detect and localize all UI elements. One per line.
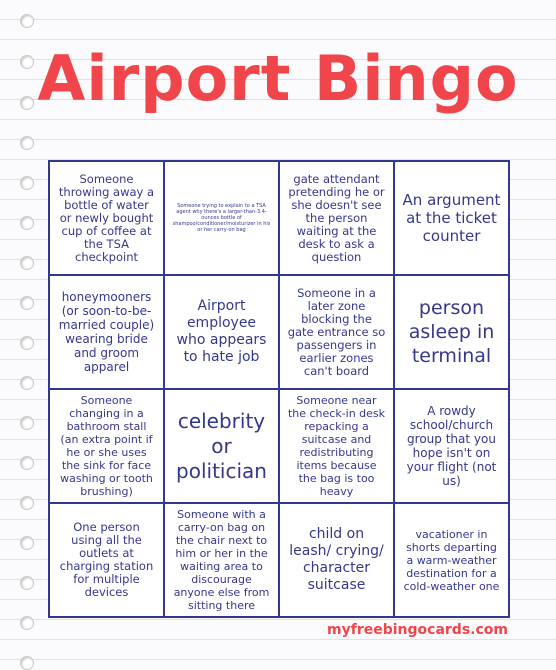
bingo-cell[interactable]: One person using all the outlets at charging station for multiple devices xyxy=(50,504,163,616)
binder-hole xyxy=(20,136,34,150)
bingo-cell[interactable]: child on leash/ crying/ character suitcase xyxy=(280,504,393,616)
bingo-cell[interactable]: person asleep in terminal xyxy=(395,276,508,388)
bingo-cell[interactable]: An argument at the ticket counter xyxy=(395,162,508,274)
binder-hole xyxy=(20,536,34,550)
binder-hole xyxy=(20,576,34,590)
bingo-cell[interactable]: celebrity or politician xyxy=(165,390,278,502)
site-credit: myfreebingocards.com xyxy=(327,622,508,638)
bingo-cell[interactable]: Someone near the check-in desk repacking a suitcase and redistributing items because the bag is too heavy xyxy=(280,390,393,502)
binder-hole xyxy=(20,336,34,350)
bingo-card xyxy=(48,160,510,618)
page-title: Airport Bingo xyxy=(37,42,519,115)
bingo-cell[interactable]: gate attendant pretending he or she doesn't see the person waiting at the desk to ask a question xyxy=(280,162,393,274)
binder-hole xyxy=(20,14,34,28)
binder-hole xyxy=(20,256,34,270)
bingo-cell[interactable]: Someone throwing away a bottle of water or newly bought cup of coffee at the TSA checkpoint xyxy=(50,162,163,274)
binder-hole xyxy=(20,176,34,190)
binder-hole xyxy=(20,416,34,430)
bingo-cell[interactable]: Someone with a carry-on bag on the chair next to him or her in the waiting area to discourage anyone else from sitting there xyxy=(165,504,278,616)
binder-hole xyxy=(20,376,34,390)
binder-hole xyxy=(20,616,34,630)
bingo-cell[interactable]: vacationer in shorts departing a warm-weather destination for a cold-weather one xyxy=(395,504,508,616)
binder-hole xyxy=(20,296,34,310)
bingo-cell[interactable]: Someone changing in a bathroom stall (an extra point if he or she uses the sink for face washing or tooth brushing) xyxy=(50,390,163,502)
bingo-cell[interactable]: honeymooners (or soon-to-be-married couple) wearing bride and groom apparel xyxy=(50,276,163,388)
bingo-cell[interactable]: Someone in a later zone blocking the gate entrance so passengers in earlier zones can't board xyxy=(280,276,393,388)
binder-hole xyxy=(20,456,34,470)
bingo-cell[interactable]: Airport employee who appears to hate job xyxy=(165,276,278,388)
bingo-cell[interactable]: Someone trying to explain to a TSA agent why there's a larger-than-3.4-ounces bottle of shampoo/conditioner/moisturizer in his or her carry-on bag xyxy=(165,162,278,274)
binder-hole xyxy=(20,656,34,670)
binder-hole xyxy=(20,496,34,510)
binder-hole xyxy=(20,216,34,230)
bingo-cell[interactable]: A rowdy school/church group that you hope isn't on your flight (not us) xyxy=(395,390,508,502)
